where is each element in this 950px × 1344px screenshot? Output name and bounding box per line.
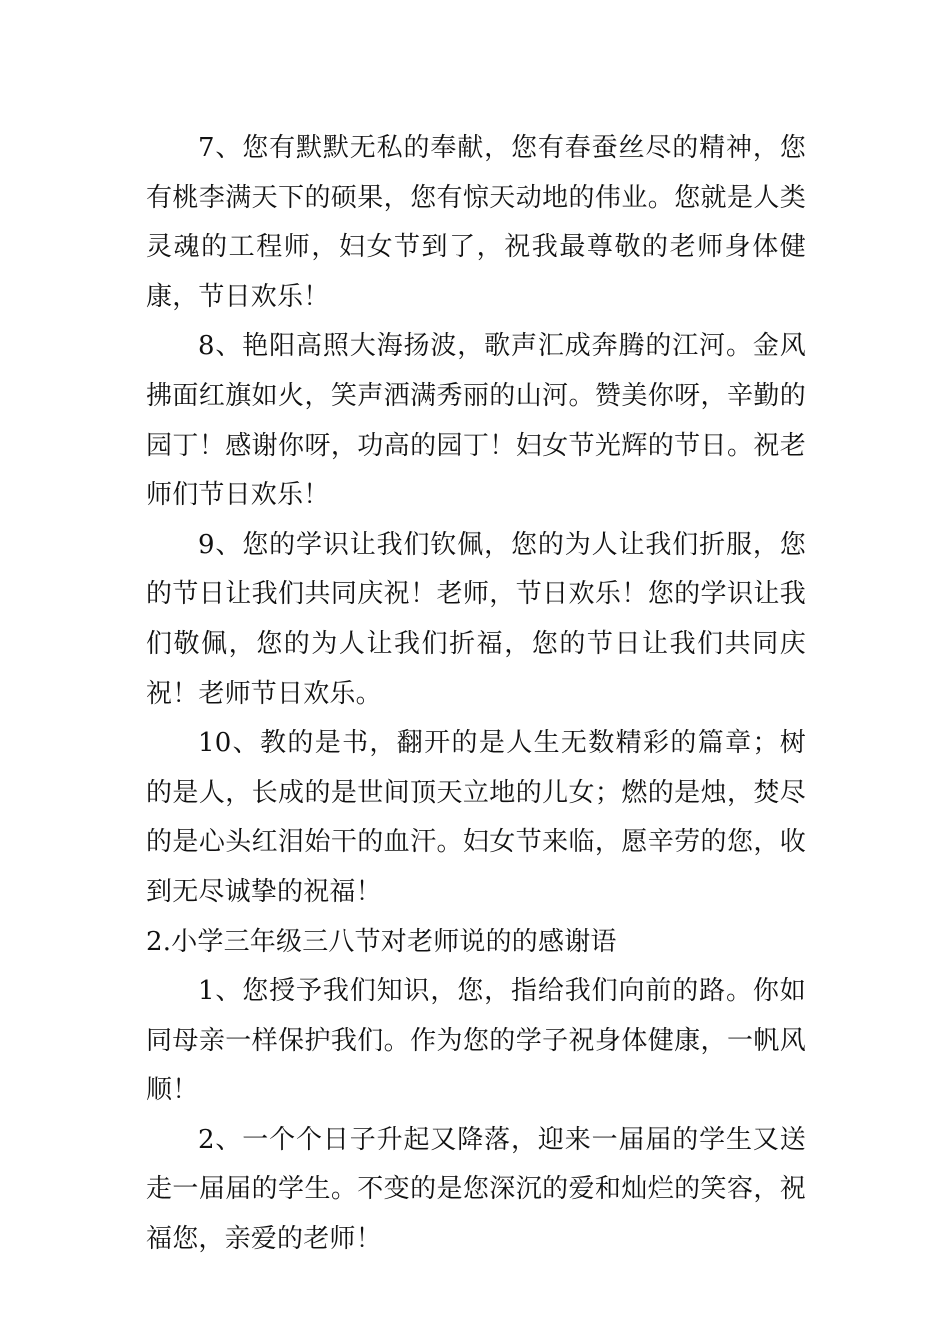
- paragraph-8: 8、艳阳高照大海扬波，歌声汇成奔腾的江河。金风拂面红旗如火，笑声洒满秀丽的山河。赞美你呀，辛勤的园丁！感谢你呀，功高的园丁！妇女节光辉的节日。祝老师们节日欢乐！: [146, 331, 806, 511]
- paragraph-1: 1、您授予我们知识，您，指给我们向前的路。你如同母亲一样保护我们。作为您的学子祝身体健康，一帆风顺！: [146, 976, 806, 1106]
- section-heading: 2.小学三年级三八节对老师说的的感谢语: [146, 926, 617, 957]
- paragraph-9: 9、您的学识让我们钦佩，您的为人让我们折服，您的节日让我们共同庆祝！老师，节日欢乐！您的学识让我们敬佩，您的为人让我们折福，您的节日让我们共同庆祝！老师节日欢乐。: [146, 529, 806, 709]
- document-body: [146, 124, 806, 1265]
- paragraph-2: 2、一个个日子升起又降落，迎来一届届的学生又送走一届届的学生。不变的是您深沉的爱和灿烂的笑容，祝福您，亲爱的老师！: [146, 1124, 806, 1255]
- paragraph-10: 10、教的是书，翻开的是人生无数精彩的篇章；树的是人，长成的是世间顶天立地的儿女；燃的是烛，焚尽的是心头红泪始干的血汗。妇女节来临，愿辛劳的您，收到无尽诚挚的祝福！: [146, 728, 806, 907]
- paragraph-7: 7、您有默默无私的奉献，您有春蚕丝尽的精神，您有桃李满天下的硕果，您有惊天动地的伟业。您就是人类灵魂的工程师，妇女节到了，祝我最尊敬的老师身体健康，节日欢乐！: [146, 133, 806, 312]
